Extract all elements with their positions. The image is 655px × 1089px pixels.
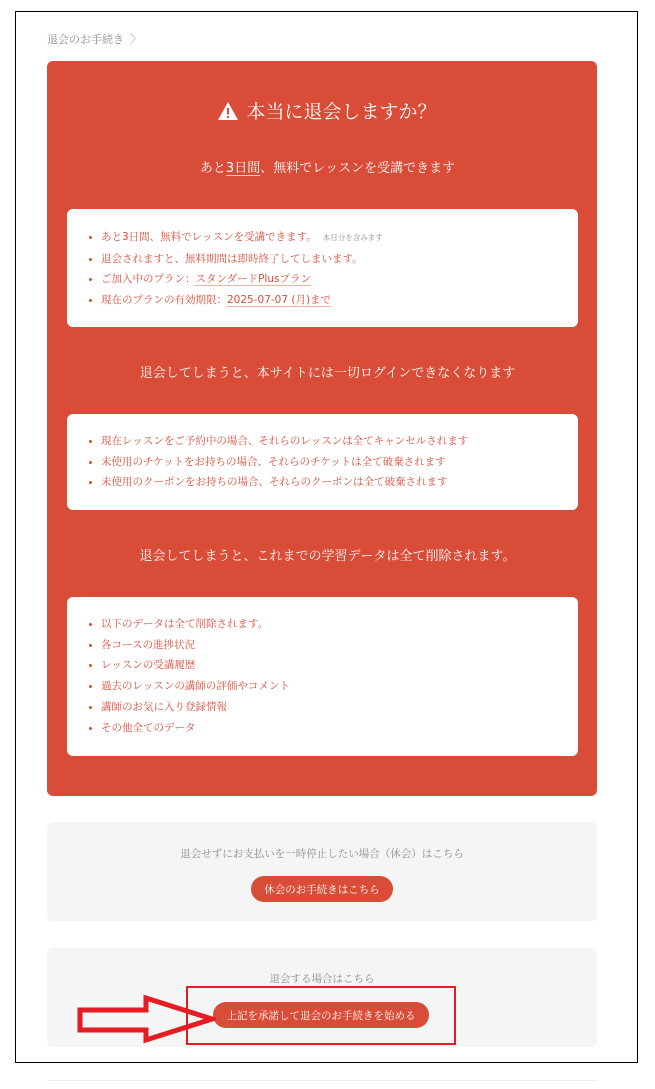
list-item [89, 290, 556, 311]
warning-title [0, 97, 655, 124]
heading-prefix: あと [199, 161, 226, 176]
list-item: 各コースの進捗状況 [89, 635, 556, 656]
free-days-count: 3日間 [225, 161, 261, 176]
pause-membership-panel [47, 822, 597, 921]
pause-membership-button[interactable]: 休会のお手続きはこちら [251, 876, 393, 902]
list-item: その他全てのデータ [89, 718, 556, 739]
warning-triangle-icon [218, 102, 238, 120]
item-text: 退会されますと、無料期間は即時終了してしまいます。 [101, 252, 363, 265]
list-item [89, 227, 556, 249]
highlight-annotation-box [186, 986, 456, 1045]
cancellation-info-box [67, 414, 578, 510]
chevron-right-icon: 〉 [130, 32, 143, 46]
free-days-heading [0, 157, 655, 176]
plan-label: ご加入中のプラン： [101, 273, 196, 286]
note-text: 本日分を含みます [322, 233, 383, 242]
expiry-label: 現在のプランの有効期限： [101, 294, 227, 307]
login-warning-heading: 退会してしまうと、本サイトには一切ログインできなくなります [139, 366, 516, 381]
list-item: 未使用のチケットをお持ちの場合、それらのチケットは全て破棄されます [89, 452, 556, 473]
divider [47, 1080, 597, 1081]
list-item [89, 269, 556, 290]
data-deletion-heading: 退会してしまうと、これまでの学習データは全て削除されます。 [139, 549, 516, 564]
withdraw-description: 退会する場合はこちら [269, 973, 375, 985]
list-item: 過去のレッスンの講師の評価やコメント [89, 676, 556, 697]
list-item: 講師のお気に入り登録情報 [89, 697, 556, 718]
heading-suffix: 、無料でレッスンを受講できます [260, 161, 456, 176]
list-item: レッスンの受講履歴 [89, 655, 556, 676]
breadcrumb-label[interactable]: 退会のお手続き [47, 32, 124, 46]
list-item: 以下のデータは全て削除されます。 [89, 614, 556, 635]
breadcrumb[interactable] [47, 30, 142, 47]
list-item: 現在レッスンをご予約中の場合、それらのレッスンは全てキャンセルされます [89, 431, 556, 452]
start-withdrawal-button[interactable]: 上記を承諾して退会のお手続きを始める [213, 1002, 429, 1028]
plan-name-link[interactable]: スタンダードPlusプラン [195, 273, 311, 286]
free-days-text: あと3日間、無料でレッスンを受講できます。 [101, 231, 317, 243]
pause-description: 退会せずにお支払いを一時停止したい場合（休会）はこちら [180, 848, 464, 860]
deletion-info-box [67, 597, 578, 756]
expiry-date: 2025-07-07 (月)まで [227, 294, 332, 307]
warning-title-text: 本当に退会しますか？ [246, 101, 437, 123]
plan-info-box [67, 209, 578, 327]
list-item [89, 249, 556, 270]
list-item: 未使用のクーポンをお持ちの場合、それらのクーポンは全て破棄されます [89, 472, 556, 493]
right-arrow-icon [76, 994, 216, 1048]
